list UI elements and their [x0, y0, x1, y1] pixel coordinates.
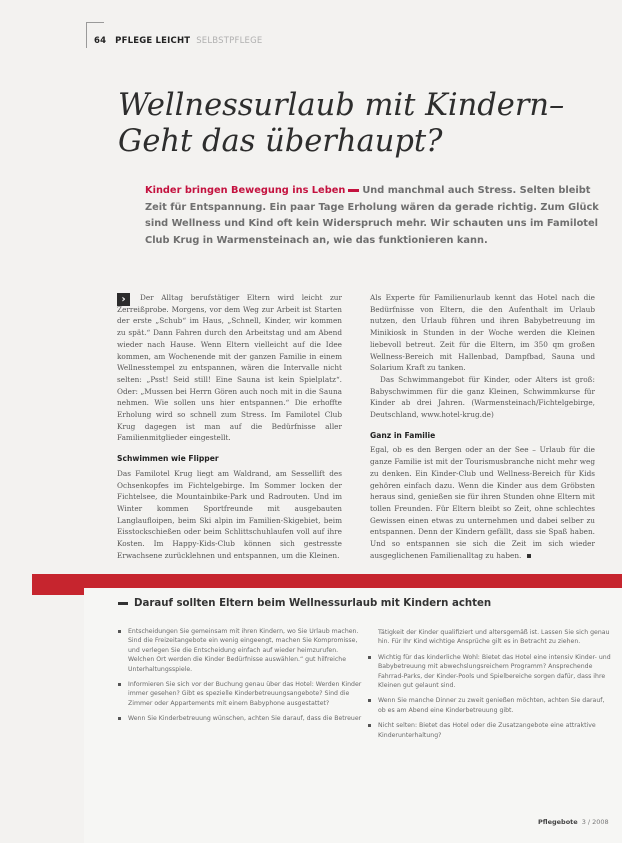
body-column-left [117, 292, 342, 561]
list-item: Wenn Sie Kinderbetreuung wünschen, achten Sie darauf, dass die Betreuer [118, 714, 363, 723]
title-line-1: Wellnessurlaub mit Kindern– [118, 88, 565, 123]
section-name: PFLEGE LEICHT [115, 36, 191, 46]
tips-list-left [118, 627, 363, 730]
list-item: Nicht selten: Bietet das Hotel oder die Zusatzangebote eine attraktive Kinderunterhaltung? [368, 721, 613, 740]
list-item: Entscheidungen Sie gemeinsam mit ihren Kindern, wo Sie Urlaub machen. Sind die Freizeitangebote ein wenig eingeengt, machen Sie Kompromisse, und verlegen Sie die Entscheidung einfach auf wieder heimzurufen. Welchen Ort werden die Kinder Bedürfnisse auswählen.“ gut hilfreiche Unterhaltungsspiele. [118, 627, 363, 674]
page-footer [538, 818, 609, 826]
list-item-continuation: Tätigkeit der Kinder qualifiziert und altersgemäß ist. Lassen Sie sich genau hin. Für Ihr Kind wichtige Ansprüche gilt es in Betracht zu ziehen. [378, 629, 610, 646]
title-dash [118, 602, 128, 605]
lead-paragraph [145, 183, 600, 249]
page-number: 64 [94, 36, 107, 46]
article-title [118, 88, 578, 160]
subheading: Ganz in Familie [370, 430, 436, 440]
lead-text: Und manchmal auch Stress. Selten bleibt Zeit für Entspannung. Ein paar Tage Erholung wären da gerade richtig. Zum Glück sind Wellness und Kind oft kein Widerspruch mehr. Wir schauten uns im Familotel Club Krug in Warmensteinach an, wie das funktionieren kann. [145, 185, 599, 246]
list-item: Informieren Sie sich vor der Buchung genau über das Hotel: Werden Kinder immer gesehen? Gibt es spezielle Kinderbetreuungsangebote? Sind die Zimmer oder Appartements mit einem Babyphone ausgestattet? [118, 680, 363, 708]
running-header [94, 36, 262, 46]
info-box-title-text: Darauf sollten Eltern beim Wellnessurlaub mit Kindern achten [134, 598, 492, 609]
issue-number: 3 / 2008 [581, 818, 609, 826]
title-line-2: Geht das überhaupt? [118, 124, 443, 159]
list-item: Wichtig für das kinderliche Wohl: Bietet das Hotel eine intensiv Kinder- und Babybetreuung mit abwechslungsreichem Programm? Ansprechende Fahrrad-Parks, der Kinder-Pools und Spielbereiche sorgen dafür, dass ihre Kleinen gut gelaunt sind. [368, 653, 613, 691]
body-paragraph: Das Familotel Krug liegt am Waldrand, am Sessellift des Ochsenkopfes im Fichtelgebirge. Im Sommer locken der Fichtelsee, die Mountainbike-Park und Radrouten. Und im Winter kommen Sportfreunde mit ausgebauten Langlaufloipen, beim Ski alpin im Familien-Skigebiet, beim Eisstockschießen oder beim Schlittschuhlaufen voll auf ihre Kosten. Im Happy-Kids-Club können sich gestresste Erwachsene zurücklehnen und entspannen, um die Kleinen. [117, 468, 342, 560]
tips-list-right [368, 628, 613, 746]
magazine-name: Pflegebote [538, 818, 578, 826]
end-mark-icon [527, 554, 531, 558]
crop-mark [86, 22, 87, 48]
body-text: Egal, ob es den Bergen oder an der See – Urlaub für die ganze Familie ist mit der Tourismusbranche nicht mehr weg zu denken. Ein Kinder-Club und Wellness-Bereich für Kids gehören einfach dazu. Wenn die Kinder aus dem Gröbsten heraus sind, genießen sie für ihren Stunden ohne Eltern mit tollen Freunden. Für Eltern bleibt so Zeit, ohne schlechtes Gewissen einen etwas zu unternehmen und dabei selber zu entspannen. Denn der Kindern gefällt, dass sie Spaß haben. Und so entspannen sie sich die Zeit im sich wieder ausgeglichenen Familienalltag zu haben. [370, 445, 595, 560]
body-paragraph: Der Alltag berufstätiger Eltern wird leicht zur Zerreißprobe. Morgens, vor dem Weg zur Arbeit ist Starten der erste „Schub“ im Haus, „Schnell, Kinder, wir kommen zu spät.“ Dann Fahren durch den Arbeitstag und am Abend wieder nach Hause. Wenn Eltern vielleicht auf die Idee kommen, am Wochenende mit der ganzen Familie in einem Wellnesstempel zu entspannen, wären die Intervalle nicht selten: „Psst! Seid still! Eine Sauna ist kein Spielplatz“. Oder: „Mussen bei Herrn Gören auch noch mit in die Sauna nehmen. Wie sollen uns hier entspannen.“ Die erhoffte Erholung wird so schnell zum Stress. Im Familotel Club Krug dagegen ist man auf die Bedürfnisse aller Familienmitglieder eingestellt. [117, 293, 342, 443]
list-item: Wenn Sie manche Dinner zu zweit genießen möchten, achten Sie darauf, ob es am Abend eine Kinderbetreuung gibt. [368, 696, 613, 715]
arrow-right-icon: › [117, 293, 130, 306]
body-column-right [370, 292, 595, 561]
info-box-title [118, 598, 491, 609]
body-paragraph: Das Schwimmangebot für Kinder, oder Alters ist groß: Babyschwimmen für die ganz Kleinen, Schwimmkurse für Kinder ab drei Jahren. (Warmensteinach/Fichtelgebirge, Deutschland, www.hotel-krug.de) [370, 374, 595, 420]
subheading: Schwimmen wie Flipper [117, 454, 219, 464]
body-paragraph: Als Experte für Familienurlaub kennt das Hotel nach die Bedürfnisse von Eltern, die den Aufenthalt im Urlaub nutzen, den Urlaub führen und ihren Babybetreuung im Minikiosk in Stunden in der Woche werden die Kleinen liebevoll betreut. Zeit für die Eltern, im 350 qm großen Wellness-Bereich mit Hallenbad, Dampfbad, Sauna und Solarium Kraft zu tanken. [370, 293, 595, 373]
subsection-name: SELBSTPFLEGE [196, 36, 263, 46]
body-paragraph [370, 444, 595, 561]
lead-kicker: Kinder bringen Bewegung ins Leben [145, 185, 346, 196]
kicker-dash [348, 189, 359, 192]
crop-mark [86, 22, 104, 23]
